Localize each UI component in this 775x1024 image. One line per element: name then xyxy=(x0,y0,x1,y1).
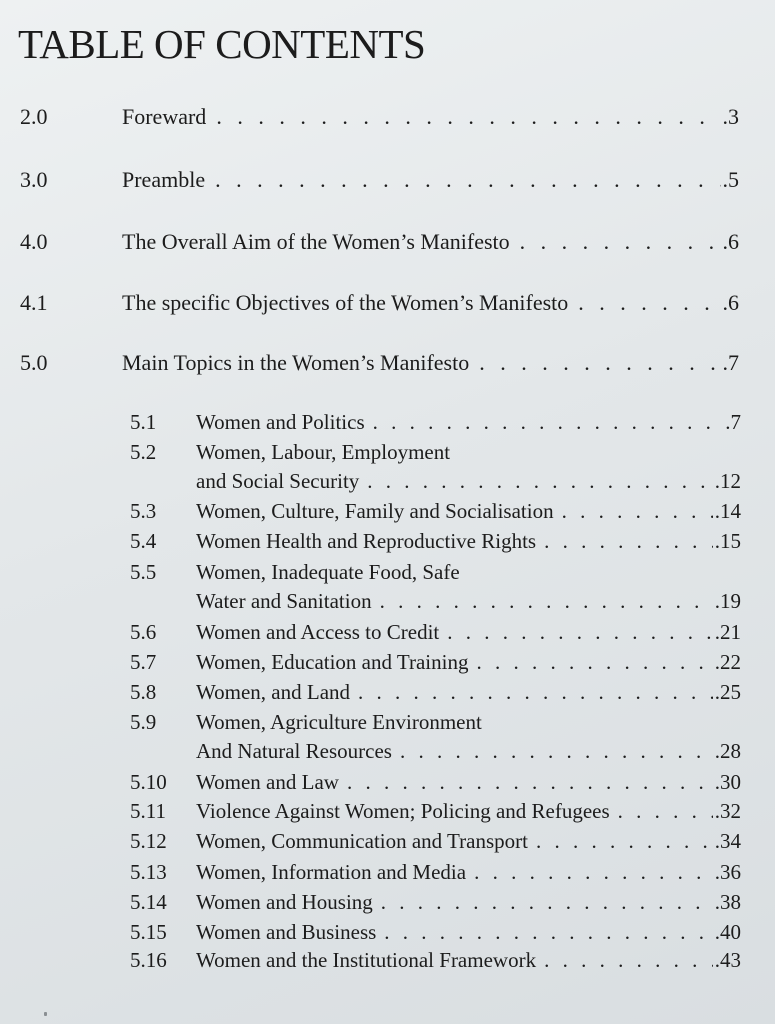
leader-dots xyxy=(381,888,713,917)
toc-subentry-label: Women and Politics xyxy=(196,410,365,434)
toc-entry-label: Main Topics in the Women’s Manifesto xyxy=(122,350,470,375)
toc-entry-label: The Overall Aim of the Women’s Manifesto xyxy=(122,229,510,254)
page-title: TABLE OF CONTENTS xyxy=(18,21,426,67)
toc-subentry-number: 5.8 xyxy=(130,680,157,704)
toc-entry-page: .3 xyxy=(722,104,739,129)
toc-subentry-page: .36 xyxy=(714,860,741,884)
toc-subentry-label: Women Health and Reproductive Rights xyxy=(196,529,537,553)
leader-dots xyxy=(618,797,713,826)
toc-subentry-number: 5.2 xyxy=(130,440,157,464)
toc-entry-page: .6 xyxy=(722,229,739,254)
toc-entry xyxy=(0,288,775,318)
leader-dots xyxy=(373,408,724,437)
toc-entry-number: 5.0 xyxy=(20,350,48,375)
leader-dots xyxy=(474,858,713,887)
toc-subentry-label: Women, Culture, Family and Socialisation xyxy=(196,499,554,523)
toc-subentry-label: Women, Communication and Transport xyxy=(196,829,528,853)
leader-dots xyxy=(479,348,720,378)
toc-subentry-number: 5.9 xyxy=(130,710,157,734)
leader-dots xyxy=(578,288,720,318)
toc-subentry-page: .15 xyxy=(714,529,741,553)
toc-entry-label: Foreward xyxy=(122,104,207,129)
toc-subentry-number: 5.3 xyxy=(130,499,157,523)
leader-dots xyxy=(544,527,713,556)
toc-subentry-label-continued: And Natural Resources xyxy=(196,739,392,763)
leader-dots xyxy=(544,946,713,975)
leader-dots xyxy=(215,165,720,195)
toc-subentry-label: Women, Inadequate Food, Safe xyxy=(196,560,460,584)
toc-subentry-page: .25 xyxy=(714,680,741,704)
toc-entry-page: .5 xyxy=(722,167,739,192)
toc-subentry-number: 5.16 xyxy=(130,948,167,972)
leader-dots xyxy=(380,587,713,616)
toc-subentry-number: 5.10 xyxy=(130,770,167,794)
leader-dots xyxy=(447,618,712,647)
toc-subentry-page: .7 xyxy=(725,410,741,434)
toc-subentry-page: .21 xyxy=(714,620,741,644)
toc-entry xyxy=(0,102,775,132)
toc-subentry-number: 5.14 xyxy=(130,890,167,914)
toc-subentry-label: Women and the Institutional Framework xyxy=(196,948,537,972)
toc-subentry-page: .28 xyxy=(714,739,741,763)
leader-dots xyxy=(400,737,713,766)
toc-subentry-label: Women and Law xyxy=(196,770,339,794)
toc-entry-page: .6 xyxy=(722,290,739,315)
toc-subentry-number: 5.5 xyxy=(130,560,157,584)
leader-dots xyxy=(536,827,713,856)
toc-subentry-page: .34 xyxy=(714,829,741,853)
toc-subentry-label: Women, Education and Training xyxy=(196,650,469,674)
toc-subentry-number: 5.6 xyxy=(130,620,157,644)
leader-dots xyxy=(520,227,721,257)
toc-subentry-page: .14 xyxy=(714,499,741,523)
toc-subentry-number: 5.15 xyxy=(130,920,167,944)
toc-entry xyxy=(0,348,775,378)
toc-subentry-page: .43 xyxy=(714,948,741,972)
leader-dots xyxy=(367,467,712,496)
toc-subentry-number: 5.7 xyxy=(130,650,157,674)
toc-subentry-label: Women and Housing xyxy=(196,890,373,914)
toc-subentry-page: .22 xyxy=(714,650,741,674)
toc-subentry-label: Women, Information and Media xyxy=(196,860,467,884)
toc-subentry-label: Women and Access to Credit xyxy=(196,620,440,644)
toc-entry-label: The specific Objectives of the Women’s Manifesto xyxy=(122,290,569,315)
toc-subentry-label-continued: Water and Sanitation xyxy=(196,589,372,613)
toc-entry xyxy=(0,227,775,257)
leader-dots xyxy=(358,678,713,707)
toc-subentry-label-continued: and Social Security xyxy=(196,469,360,493)
toc-entry-number: 3.0 xyxy=(20,167,48,192)
toc-entry-label: Preamble xyxy=(122,167,206,192)
leader-dots xyxy=(384,918,712,947)
toc-subentry-label: Violence Against Women; Policing and Refugees xyxy=(196,799,610,823)
leader-dots xyxy=(347,768,713,797)
toc-subentry-label: Women, and Land xyxy=(196,680,351,704)
leader-dots xyxy=(216,102,720,132)
toc-subentry-page: .40 xyxy=(714,920,741,944)
toc-subentry-page: .19 xyxy=(714,589,741,613)
toc-entry xyxy=(0,165,775,195)
toc-subentry-number: 5.12 xyxy=(130,829,167,853)
paper-speck xyxy=(44,1012,47,1016)
toc-entry-page: .7 xyxy=(722,350,739,375)
toc-subentry-label: Women and Business xyxy=(196,920,377,944)
toc-subentry-number: 5.13 xyxy=(130,860,167,884)
toc-entry-number: 2.0 xyxy=(20,104,48,129)
toc-subentry-page: .32 xyxy=(714,799,741,823)
toc-subentry-number: 5.11 xyxy=(130,799,166,823)
toc-subentry-page: .38 xyxy=(714,890,741,914)
leader-dots xyxy=(476,648,712,677)
toc-entry-number: 4.0 xyxy=(20,229,48,254)
toc-subentry-page: .12 xyxy=(714,469,741,493)
toc-subentry-label: Women, Labour, Employment xyxy=(196,440,451,464)
toc-subentry-number: 5.1 xyxy=(130,410,157,434)
toc-subentry-page: .30 xyxy=(714,770,741,794)
toc-subentry-label: Women, Agriculture Environment xyxy=(196,710,482,734)
leader-dots xyxy=(562,497,713,526)
toc-entry-number: 4.1 xyxy=(20,290,48,315)
toc-subentry-number: 5.4 xyxy=(130,529,157,553)
